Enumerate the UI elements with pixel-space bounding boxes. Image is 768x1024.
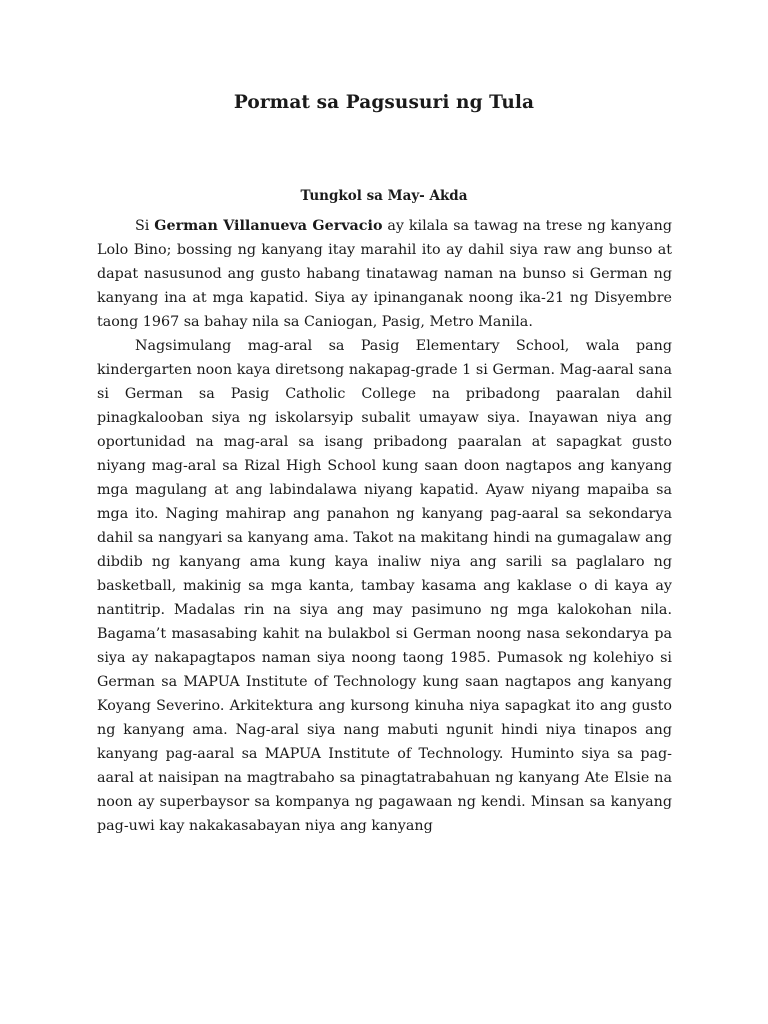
section-heading: Tungkol sa May- Akda [300,188,468,204]
paragraph-education: Nagsimulang mag-aral sa Pasig Elementary School, wala pang kindergarten noon kaya diretsong nakapag-grade 1 si German. Mag-aaral sana si German sa Pasig Catholic College na pribadong paaralan dahil pinagkalooban siya ng iskolarsyip subalit umayaw siya. Inayawan niya ang oportunidad na mag-aral sa isang pribadong paaralan at sapagkat gusto niyang mag-aral sa Rizal High School kung saan doon nagtapos ang kanyang mga magulang at ang labindalawa niyang kapatid. Ayaw niyang mapaiba sa mga ito. Naging mahirap ang panahon ng kanyang pag-aaral sa sekondarya dahil sa nangyari sa kanyang ama. Takot na makitang hindi na gumagalaw ang dibdib ng kanyang ama kung kaya inaliw niya ang sarili sa paglalaro ng basketball, makinig sa mga kanta, tambay kasama ang kaklase o di kaya ay nantitrip. Madalas rin na siya ang may pasimuno ng mga kalokohan nila. Bagama’t masasabing kahit na bulakbol si German noong nasa sekondarya pa siya ay nakapagtapos naman siya noong taong 1985. Pumasok ng kolehiyo si German sa MAPUA Institute of Technology kung saan nagtapos ang kanyang Koyang Severino. Arkitektura ang kursong kinuha niya sapagkat ito ang gusto ng kanyang ama. Nag-aral siya nang mabuti ngunit hindi niya tinapos ang kanyang pag-aaral sa MAPUA Institute of Technology. Huminto siya sa pag-aaral at naisipan na magtrabaho sa pinagtatrabahuan ng kanyang Ate Elsie na noon ay superbaysor sa kompanya ng pagawaan ng kendi. Minsan sa kanyang pag-uwi kay nakakasabayan niya ang kanyang [97,338,672,834]
author-name: German Villanueva Gervacio [154,218,383,234]
document-title: Pormat sa Pagsusuri ng Tula [233,92,535,113]
paragraph-prefix: Si [135,218,155,234]
paragraph-rest: ay kilala sa tawag na trese ng kanyang Lolo Bino; bossing ng kanyang itay marahil ito ay dahil siya raw ang bunso at dapat nasusunod ang gusto habang tinatawag naman na bunso si German ng kanyang ina at mga kapatid. Siya ay ipinanganak noong ika-21 ng Disyembre taong 1967 sa bahay nila sa Caniogan, Pasig, Metro Manila. [97,218,672,330]
document-body [97,214,672,838]
paragraph-author-intro [97,214,672,334]
